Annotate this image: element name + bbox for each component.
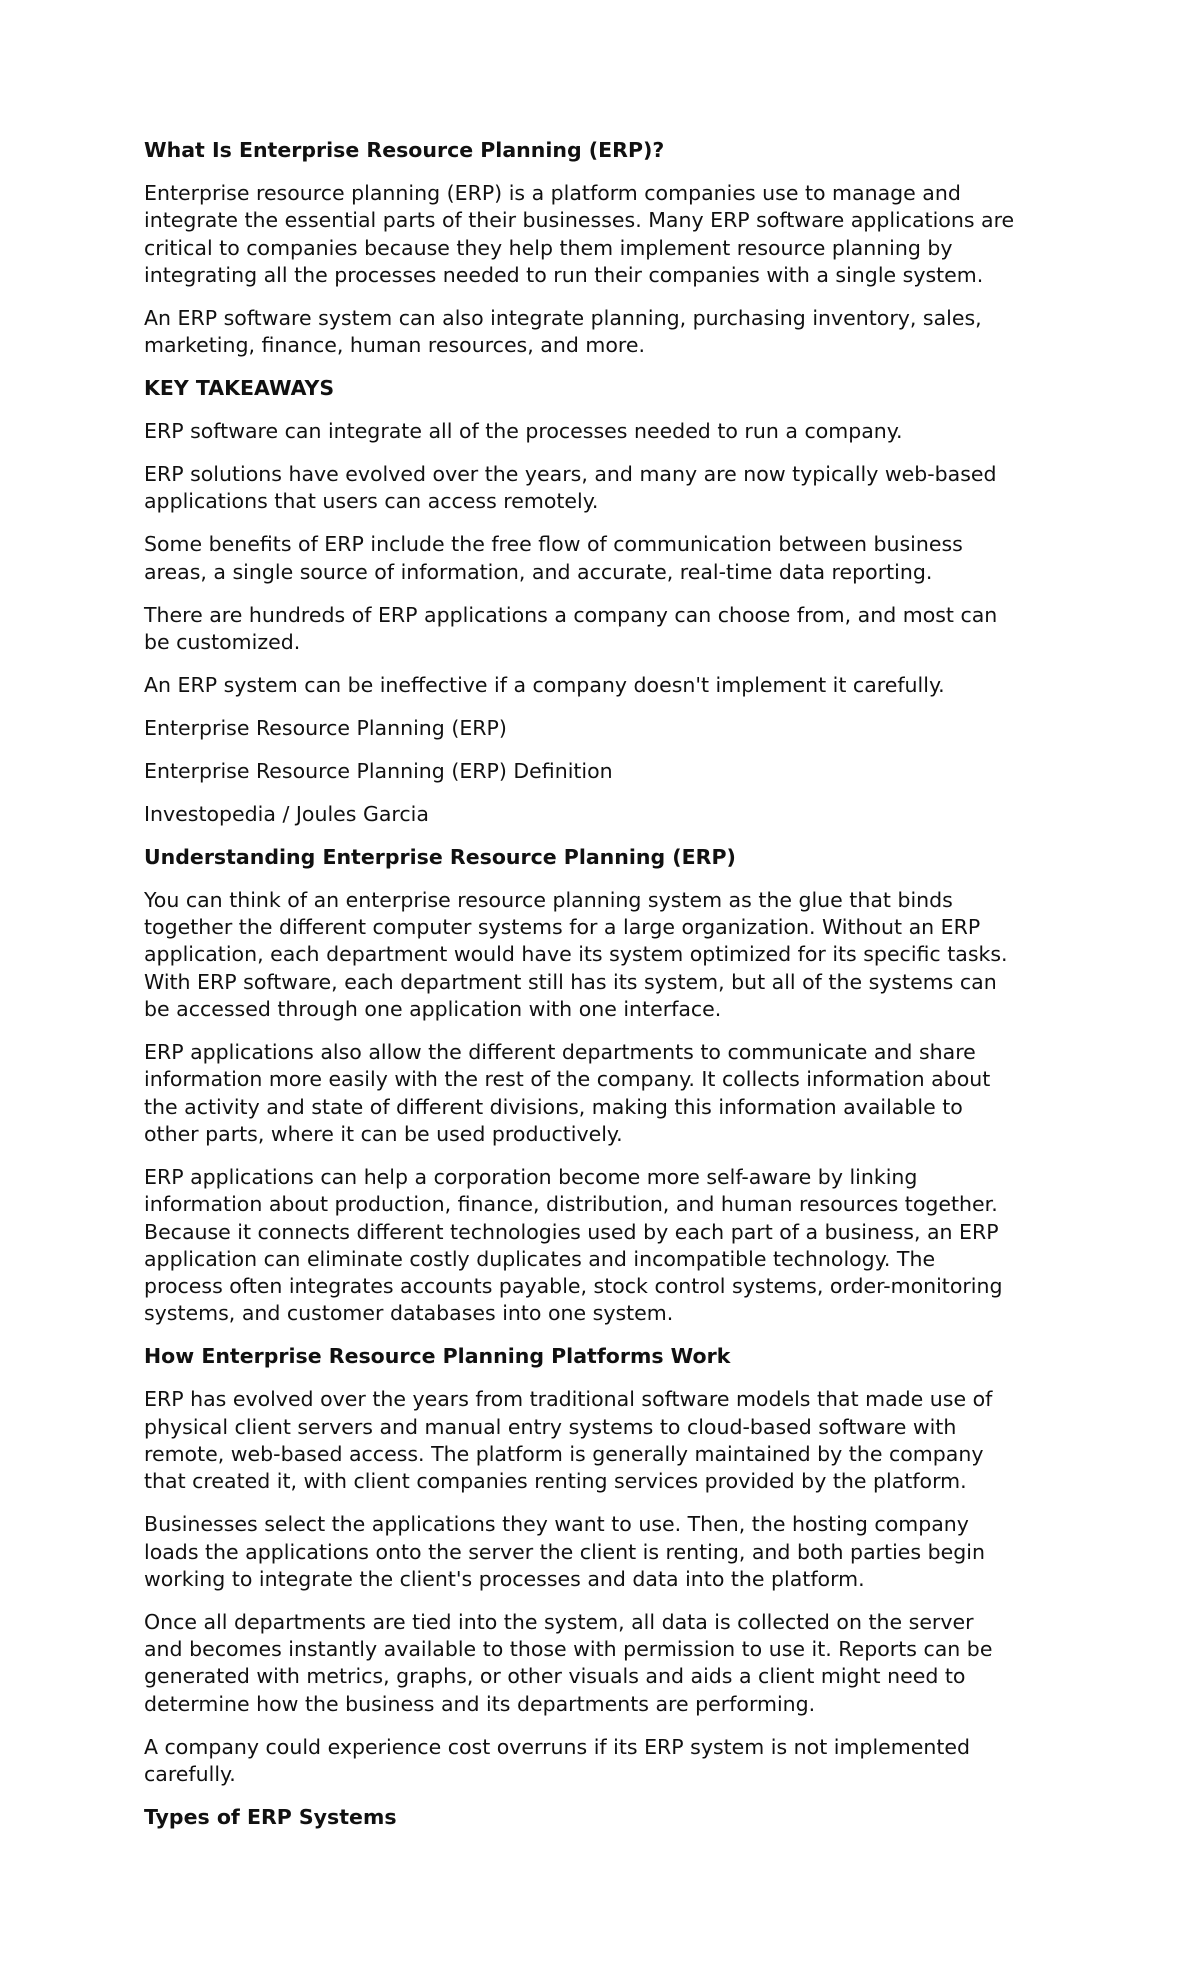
text-line: generated with metrics, graphs, or other visuals and aids a client might need to xyxy=(144,1664,966,1689)
heading-types-of-erp xyxy=(144,1804,1084,1831)
text-line: information more easily with the rest of the company. It collects information about xyxy=(144,1067,991,1092)
text-line: Businesses select the applications they want to use. Then, the hosting company xyxy=(144,1512,969,1537)
text-line: application can eliminate costly duplicates and incompatible technology. The xyxy=(144,1246,936,1271)
text-line: Enterprise Resource Planning (ERP) xyxy=(144,715,507,740)
text-line: ERP has evolved over the years from traditional software models that made use of xyxy=(144,1387,993,1412)
takeaway-item xyxy=(144,531,1084,586)
text-line: With ERP software, each department still has its system, but all of the systems can xyxy=(144,969,997,994)
text-line: the activity and state of different divisions, making this information available to xyxy=(144,1094,963,1119)
paragraph-erp-definition xyxy=(144,180,1084,289)
text-line: There are hundreds of ERP applications a company can choose from, and most can xyxy=(144,602,998,627)
paragraph-erp-evolution xyxy=(144,1386,1084,1495)
text-line: Understanding Enterprise Resource Planning (ERP) xyxy=(144,844,736,869)
text-line: working to integrate the client's processes and data into the platform. xyxy=(144,1566,865,1591)
paragraph-erp-reports xyxy=(144,1609,1084,1718)
paragraph-erp-cost-overruns xyxy=(144,1734,1084,1789)
text-line: systems, and customer databases into one system. xyxy=(144,1301,674,1326)
text-line: ERP applications also allow the different departments to communicate and share xyxy=(144,1040,976,1065)
text-line: Because it connects different technologies used by each part of a business, an ERP xyxy=(144,1219,999,1244)
image-caption-title xyxy=(144,715,1084,742)
text-line: ERP software can integrate all of the processes needed to run a company. xyxy=(144,419,903,444)
text-line: information about production, finance, distribution, and human resources together. xyxy=(144,1192,998,1217)
text-line: Some benefits of ERP include the free flow of communication between business xyxy=(144,532,963,557)
text-line: How Enterprise Resource Planning Platforms Work xyxy=(144,1344,731,1369)
image-credit xyxy=(144,801,1084,828)
text-line: integrating all the processes needed to run their companies with a single system. xyxy=(144,262,984,287)
text-line: Types of ERP Systems xyxy=(144,1804,397,1829)
text-line: carefully. xyxy=(144,1762,236,1786)
text-line: What Is Enterprise Resource Planning (ERP)? xyxy=(144,138,665,162)
heading-how-erp-works xyxy=(144,1343,1084,1370)
takeaway-item xyxy=(144,602,1084,657)
paragraph-erp-self-aware xyxy=(144,1164,1084,1328)
text-line: determine how the business and its departments are performing. xyxy=(144,1691,816,1716)
text-line: ERP solutions have evolved over the years, and many are now typically web-based xyxy=(144,462,997,487)
takeaway-item xyxy=(144,672,1084,699)
text-line: and becomes instantly available to those with permission to use it. Reports can be xyxy=(144,1637,993,1662)
text-line: Investopedia / Joules Garcia xyxy=(144,801,429,826)
text-line: be accessed through one application with one interface. xyxy=(144,997,722,1022)
text-line: marketing, finance, human resources, and more. xyxy=(144,333,645,358)
text-line: loads the applications onto the server the client is renting, and both parties begin xyxy=(144,1539,985,1564)
text-line: together the different computer systems for a large organization. Without an ERP xyxy=(144,915,981,940)
text-line: Enterprise Resource Planning (ERP) Definition xyxy=(144,758,613,783)
text-line: You can think of an enterprise resource planning system as the glue that binds xyxy=(144,887,953,912)
text-line: areas, a single source of information, and accurate, real-time data reporting. xyxy=(144,559,933,584)
text-line: be customized. xyxy=(144,629,301,654)
takeaway-item xyxy=(144,461,1084,516)
document-page xyxy=(144,137,1084,1847)
text-line: other parts, where it can be used productively. xyxy=(144,1121,623,1146)
text-line: applications that users can access remotely. xyxy=(144,489,599,514)
text-line: ERP applications can help a corporation become more self-aware by linking xyxy=(144,1164,918,1189)
paragraph-erp-integration xyxy=(144,305,1084,360)
text-line: process often integrates accounts payable, stock control systems, order-monitoring xyxy=(144,1274,1003,1299)
text-line: application, each department would have its system optimized for its specific tasks. xyxy=(144,942,1008,967)
text-line: An ERP system can be ineffective if a company doesn't implement it carefully. xyxy=(144,672,945,697)
text-line: An ERP software system can also integrate planning, purchasing inventory, sales, xyxy=(144,305,982,330)
takeaway-item xyxy=(144,418,1084,445)
text-line: critical to companies because they help them implement resource planning by xyxy=(144,235,953,260)
text-line: Once all departments are tied into the system, all data is collected on the server xyxy=(144,1609,974,1634)
text-line: remote, web-based access. The platform is generally maintained by the company xyxy=(144,1441,984,1466)
text-line: integrate the essential parts of their businesses. Many ERP software applications are xyxy=(144,208,1015,233)
text-line: KEY TAKEAWAYS xyxy=(144,376,335,401)
heading-what-is-erp xyxy=(144,137,1084,164)
paragraph-erp-glue xyxy=(144,887,1084,1023)
paragraph-erp-hosting xyxy=(144,1511,1084,1593)
paragraph-erp-communication xyxy=(144,1039,1084,1148)
text-line: Enterprise resource planning (ERP) is a platform companies use to manage and xyxy=(144,180,961,205)
text-line: that created it, with client companies renting services provided by the platform. xyxy=(144,1469,967,1494)
text-line: physical client servers and manual entry systems to cloud-based software with xyxy=(144,1414,957,1439)
heading-key-takeaways xyxy=(144,375,1084,402)
text-line: A company could experience cost overruns if its ERP system is not implemented xyxy=(144,1734,970,1759)
image-caption-subtitle xyxy=(144,758,1084,785)
heading-understanding-erp xyxy=(144,844,1084,871)
